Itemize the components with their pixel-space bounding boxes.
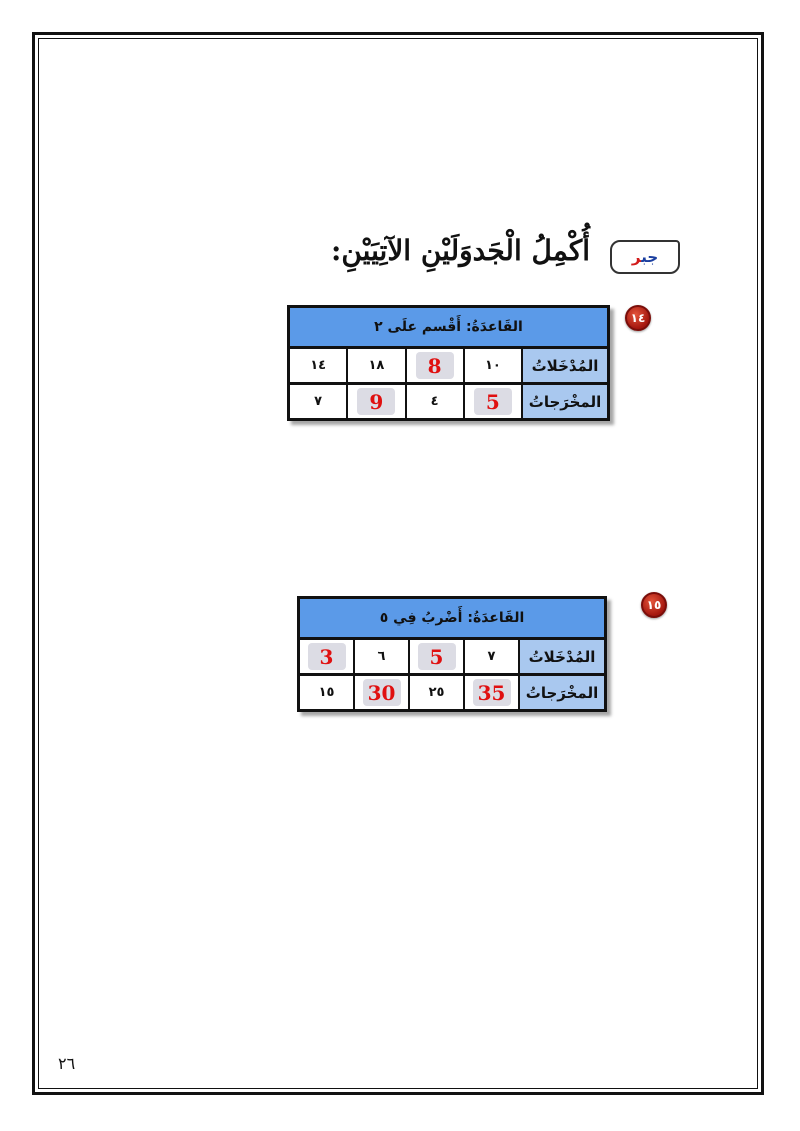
input-cell: ١٤ — [310, 358, 327, 373]
instruction-heading — [331, 232, 690, 282]
io-table-divide — [287, 305, 610, 421]
input-cell: ١٠ — [463, 349, 521, 382]
answer-value[interactable]: 3 — [308, 643, 346, 670]
input-cell: ٦ — [353, 640, 408, 673]
output-cell[interactable] — [353, 676, 408, 709]
inputs-row — [300, 640, 604, 673]
page-number: ٢٦ — [58, 1054, 76, 1073]
answer-value[interactable]: 5 — [474, 388, 512, 415]
exercise-number-badge: ١٤ — [625, 305, 651, 331]
input-cell: ٧ — [463, 640, 518, 673]
table-rule: القَاعدَةُ: أَقْسم علَى ٢ — [290, 308, 607, 349]
input-cell[interactable] — [405, 349, 463, 382]
output-cell[interactable] — [463, 385, 521, 418]
io-table-multiply — [297, 596, 607, 712]
input-cell: ١٨ — [346, 349, 404, 382]
page-border-inner — [38, 38, 758, 1089]
input-cell[interactable] — [408, 640, 463, 673]
answer-value[interactable]: 35 — [473, 679, 511, 706]
outputs-label: المخْرَجاتُ — [521, 385, 607, 418]
output-cell: ١٥ — [318, 685, 335, 700]
output-cell: ٧ — [314, 394, 323, 409]
answer-value[interactable]: 9 — [357, 388, 395, 415]
algebra-tag-label: جبر — [631, 248, 659, 266]
outputs-row — [300, 673, 604, 709]
answer-value[interactable]: 8 — [416, 352, 454, 379]
inputs-label: المُدْخَلاتُ — [518, 640, 604, 673]
table-rule: القَاعدَةُ: أَضْربُ فِي ٥ — [300, 599, 604, 640]
input-cell[interactable] — [300, 640, 353, 673]
output-cell[interactable] — [463, 676, 518, 709]
output-cell: ٢٥ — [408, 676, 463, 709]
instruction-title: أُكْمِلُ الْجَدوَلَيْنِ الآتِيَيْنِ: — [331, 234, 590, 267]
output-cell: ٤ — [405, 385, 463, 418]
exercise-number-badge: ١٥ — [641, 592, 667, 618]
outputs-label: المخْرَجاتُ — [518, 676, 604, 709]
answer-value[interactable]: 30 — [363, 679, 401, 706]
inputs-label: المُدْخَلاتُ — [521, 349, 607, 382]
inputs-row — [290, 349, 607, 382]
algebra-tag — [610, 240, 680, 274]
output-cell[interactable] — [346, 385, 404, 418]
outputs-row — [290, 382, 607, 418]
answer-value[interactable]: 5 — [418, 643, 456, 670]
